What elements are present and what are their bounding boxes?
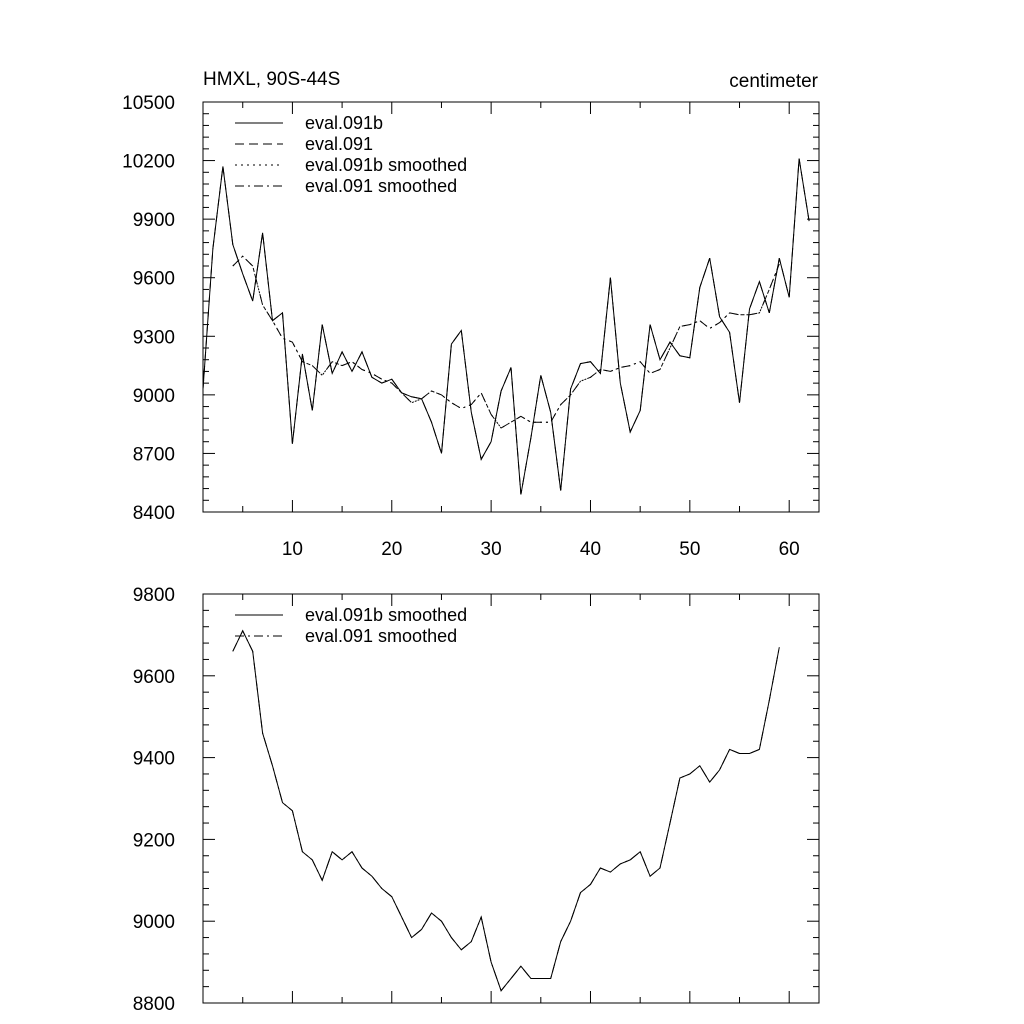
legend-label: eval.091 (305, 134, 374, 154)
y-tick-label: 8400 (132, 503, 175, 524)
legend-label: eval.091b smoothed (305, 155, 468, 175)
x-tick-label: 60 (778, 539, 800, 560)
series-line-0 (203, 159, 809, 495)
y-tick-label: 9300 (132, 327, 175, 349)
top-panel (122, 93, 819, 560)
y-tick-label: 10200 (122, 151, 175, 173)
x-tick-label: 20 (381, 539, 403, 560)
legend-label: eval.091b smoothed (305, 605, 468, 625)
chart-title-left: HMXL, 90S-44S (203, 69, 341, 90)
y-tick-label: 9900 (132, 210, 175, 232)
series-line-1 (233, 631, 780, 991)
series-line-2 (233, 256, 780, 428)
series-line-3 (233, 256, 780, 428)
plot-frame (203, 594, 819, 1003)
x-tick-label: 10 (281, 539, 303, 560)
bottom-panel (133, 585, 819, 1015)
y-tick-label: 9800 (132, 585, 175, 606)
x-tick-label: 40 (579, 539, 602, 560)
legend-label: eval.091b (305, 113, 384, 133)
series-line-1 (203, 159, 809, 495)
y-tick-label: 9600 (132, 666, 175, 688)
y-tick-label: 9000 (132, 385, 175, 407)
chart-units-label: centimeter (729, 71, 818, 92)
legend-label: eval.091 smoothed (305, 626, 458, 646)
y-tick-label: 10500 (122, 93, 175, 114)
x-tick-label: 50 (679, 539, 701, 560)
legend-label: eval.091 smoothed (305, 176, 458, 196)
y-tick-label: 8700 (132, 444, 175, 466)
y-tick-label: 9200 (132, 830, 175, 852)
y-tick-label: 8800 (132, 994, 175, 1015)
plot-frame (203, 102, 819, 512)
series-line-0 (233, 631, 780, 991)
x-tick-label: 30 (480, 539, 502, 560)
y-tick-label: 9600 (132, 268, 175, 290)
y-tick-label: 9400 (132, 748, 175, 770)
y-tick-label: 9000 (132, 912, 175, 934)
